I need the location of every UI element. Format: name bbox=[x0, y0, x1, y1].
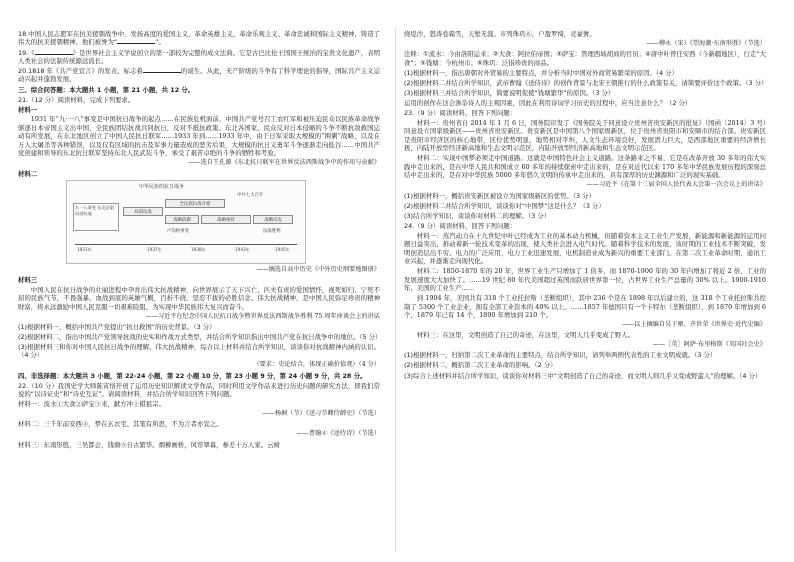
material-1-source: ——选自王孔源《东北抗日联军在世界反法西斯战争中的作用与贡献》 bbox=[188, 159, 380, 167]
answer-blank[interactable] bbox=[117, 38, 155, 44]
q23-sub-1: (1)根据材料一，概括贵安新区被设立为国家级新区的优势。（3 分） bbox=[404, 191, 595, 200]
diagram-bar: 战略防御 bbox=[165, 215, 199, 224]
diagram-tick: 1931年 bbox=[77, 246, 92, 252]
question-21: 21.（12 分）阅读材料，完成下列要求。 bbox=[18, 95, 135, 104]
q24-sub-3: (3)综合上述材料并结合所学知识，谈谈你对材料三中“文明创造了自己的奇迹，而文明人则几乎又变成野蛮人”的理解。（4 分） bbox=[404, 371, 762, 380]
material-3-source: ——习近平在纪念中国人民抗日战争暨世界反法西斯战争胜利 75 周年座谈会上的讲话 bbox=[145, 312, 380, 320]
question-23: 23.（9 分）阅读材料，回答下列问题： bbox=[404, 108, 517, 117]
column-divider bbox=[395, 28, 396, 552]
war-timeline-diagram bbox=[66, 180, 306, 264]
q22-material-1: 材料一：流水①大食②萨宝③来，献方冲上棋祖宗。 bbox=[18, 400, 165, 409]
diagram-bar: 局部抗战 bbox=[123, 207, 163, 216]
q22-notes: 注释：①流水：今由洛阳运来；②大食：阿拉伯帝国；③萨宝：管理西域胡商的官员；④唐中叶曾任安西（今新疆地区），行走“大食”；⑤钱塘：今杭州市；⑥珠玑：泛指珍贵的商品。 bbox=[404, 50, 766, 67]
q24-material-2-source: ——以上摘编自吴于廑、齐世荣《世界史·近代史编》 bbox=[621, 321, 766, 329]
q22-sub-3-cont: 运用的创作在这会渗杂诗人的主观因素，因此在利用诗词学习历史的过程中，应当注意什么？（2 分） bbox=[404, 98, 692, 107]
diagram-bar: 全民族抗战开始 bbox=[165, 199, 225, 208]
question-22: 22.（10 分）我国史学大师陈寅恪开创了运用历史知识解读文学作品，同时利用文学作品来进行历史问题的研究方法，即我们常说的“以诗证史”和“诗史互证”。请阅读材料，并结合所学知识回答下列问题。 bbox=[18, 381, 380, 399]
right-column bbox=[404, 30, 766, 382]
q22-material-2-source: ——曹翰④《送侍诗》（节选） bbox=[296, 430, 380, 438]
q24-material-1: 材料一：蒸汽动力在十九世纪中叶已经成为工业的基本动力机械，但随着资本主义工业生产发展，新能源和新能源的运用问题日益突出，推动着新一轮技术变革的出现，使人类社会进入电气时代。随着科学技术的发展，该时期的工业技术不断突破，发明创造层出不穷。电力的广泛应用，电力工业迅速发展，电机制造业成为新兴的重要工业部门。在第二次工业革命时期，通讯工业兴起，并逐渐走向现代化。 bbox=[404, 231, 766, 266]
left-column bbox=[18, 30, 380, 451]
material-3-label: 材料三 bbox=[18, 276, 38, 285]
q24-material-3-source: ——［英］阿萨·布里格斯《英国社会史》 bbox=[652, 341, 766, 349]
q23-material-1: 材料一：贵州省自 2014 年 1 月 6 日，国务院印发了《国务院关于同意设立贵州省贵安新区的批复》（国函〔2014〕3 号）同意设立国家级新区——贵州省贵安新区。贵安新区是中国第八个国家级新区，位于贵州省贵阳市和安顺市的结合部。贵安新区是贵阳市经济区的核心地带，区位优势明显，地势相对平坦，人文生态环境良好，发展潜力巨大，是西部地区重要的经济增长极，内陆开放型经济新高地和生态文明示范区，内陆开放型经济新高地和生态文明示范区。 bbox=[404, 118, 766, 153]
material-1-label: 材料一 bbox=[18, 106, 38, 114]
diagram-tag: 抗战胜利 bbox=[263, 228, 281, 234]
q22-material-3-source: ——柳永（宋）《望海潮·东南形胜》（节选） bbox=[646, 40, 766, 48]
q22-material-1-source: ——杨炯（节）《送刁节卿侍御史》（节选） bbox=[262, 410, 380, 418]
question-20: 20.1818 年《共产党宣言》的发表，标志着 的诞生。从此，无产阶级的斗争有了科学理论的指导，国际共产主义运动兴起并蓬勃发展。 bbox=[18, 67, 380, 84]
material-2-source: ——摘选自高中历史《中外历史纲要地图册》 bbox=[256, 265, 380, 273]
q24-sub-2: (2)根据材料二，概括第二次工业革命的影响。（2 分） bbox=[404, 361, 557, 370]
diagram-title: 中华民族的抗日战争 bbox=[139, 183, 185, 190]
diagram-tick: 1938年 bbox=[191, 246, 206, 252]
question-19: 19.《 》是世界社会主义学说创立的第一部较为完整的成文法典。它是古巴比伦王国国王统治的宝贵文化遗产，表明人类社会的法制传统源远流长。 bbox=[18, 48, 381, 65]
q22-material-2: 材料二：三千年前安西④，梦在玄衣宅。其笔有所思，不为言者亦宣之。 bbox=[18, 420, 223, 429]
answer-blank[interactable] bbox=[35, 49, 73, 55]
q23-material-2: 材料二：实现中国梦必须走中国道路。这就是中国特色社会主义道路。这条路来之不易，它是在改革开放 30 多年的伟大实践中走出来的，是在中华人民共和国成立 60 多年的持续探索中走出来的，是在对近代以来 170 多年中华民族发展历程的深刻总结中走出来的，是在对中华民族 5000 多年悠久文明的传承中走出来的，具有深厚的历史渊源和广泛的现实基础。 bbox=[404, 154, 766, 180]
question-18: 18.中国人民志愿军在抗美援朝战争中，发扬高度的爱国主义、革命英雄主义、革命乐观主义、革命忠诚和国际主义精神，铸造了伟大的抗美援朝精神。他们被誉为“ ”。 bbox=[18, 30, 380, 47]
q22-sub-1: (1)根据材料一，指出唐朝对外贸易的主要特点，并分析当时中国对外商贸易繁荣的原因。（4 分） bbox=[404, 68, 678, 77]
diagram-bar: 战略相持 bbox=[201, 215, 251, 224]
diagram-tick: 1937年 bbox=[147, 246, 162, 252]
q24-material-2: 材料二：1850-1870 年的 20 年，世界工业生产只增加了 1 倍多，而 1870-1900 年的 30 年内增加了将近 2 倍，工业的发展速度大大加快了。……19 世纪 80 年代美国超过英国而跃居世界第一位，占世界工业生产总量的 30% 以上。1900-1910 年，美国的工业生产…… bbox=[404, 267, 766, 293]
q22-sub-2: (2)根据材料二并结合所学知识，武帝曹翰《送侍诗》的创作背景与北宋王朝推行的什么政策有关，请简要评价这个政策。（3 分） bbox=[404, 78, 768, 87]
section-4-heading: 四、非选择题：本大题共 3 小题，第 22-24 小题，第 22 小题 10 分，第 23 小题 9 分，第 24 小题 9 分，共 28 分。 bbox=[18, 371, 367, 380]
sub-question-3-note: （要求：史论结合，体现正确价值观）（4 分） bbox=[253, 361, 380, 369]
diagram-tag: 卢沟桥事变 bbox=[167, 228, 189, 234]
q24-sub-1: (1)根据材料一，归纳第二次工业革命的主要特点，结合所学知识，请列举两例代表性的工业文明成就。（3 分） bbox=[404, 351, 717, 360]
q22-material-3: 材料三：东南形胜，三吴都会，钱塘⑤自古繁华。烟柳画桥，风帘翠幕，参差十万人家。云树 bbox=[18, 440, 281, 449]
sub-question-2: (2)根据材料二，指出中国共产党领导抗战的史实和作战方式类型，并结合所学知识指出中国共产党在抗日战争中的地位。（5 分） bbox=[18, 332, 382, 341]
diagram-tag: 中共七大召开 bbox=[237, 192, 264, 198]
q24-material-2-cont: 到 1904 年，美国共有 318 个工业托拉斯（垄断组织），其中 236 个是在 1898 年以后建立的，这 318 个工业托拉斯共控制了 5300 个工业企业，拥有全部工业资本的 40% 以上。……1857 年德国只有一个卡特尔（垄断组织），到 1870 年增加到 6 个，1879 年已有 14 个，1890 年增加到 210 个。 bbox=[404, 294, 766, 319]
q23-sub-3: (3)结合所学知识，谈谈你对材料二的理解。（3 分） bbox=[404, 211, 551, 220]
sub-question-3: (3)根据材料三和你对中国人民抗日战争的理解、伟大抗战精神，综合以上材料并结合所学知识，谈谈你对抗战精神内涵的认识。（4 分） bbox=[18, 342, 380, 360]
question-24: 24.（9 分）阅读材料，回答下列问题： bbox=[404, 221, 517, 230]
q23-material-2-source: ——习近平《在第十二届全国人民代表大会第一次会议上的讲话》 bbox=[586, 181, 766, 189]
answer-blank[interactable] bbox=[143, 67, 181, 73]
diagram-tick: 1943年 bbox=[235, 246, 250, 252]
material-3-text: 中国人民在抗日战争的壮丽进程中孕育出伟大抗战精神，向世界展示了天下兴亡、匹夫有责的爱国情怀，视死如归、宁死不屈的民族气节，不畏强暴、血战到底的英雄气概，百折不挠、坚忍不拔的必胜信念。伟大抗战精神，是中国人民弥足珍贵的精神财富，将永远激励中国人民克服一切艰难险阻、为实现中华民族伟大复兴而奋斗。 bbox=[18, 285, 380, 311]
section-3-heading: 三、综合问答题：本大题共 1 小题，第 21 小题，共 12 分。 bbox=[18, 85, 195, 94]
q24-material-3: 材料三：在这里，文明创造了自己的奇迹，在这里，文明人几乎变成了野人。 bbox=[416, 331, 635, 340]
diagram-axis bbox=[75, 244, 297, 245]
diagram-bar: 战略反攻 bbox=[253, 215, 293, 224]
q22-material-3-cont: 绕堤沙，怒涛卷霜雪，天堑无涯。市列珠玑⑥，户盈罗绮，竞豪奢。 bbox=[404, 30, 596, 38]
diagram-tick: 1945年 bbox=[275, 246, 290, 252]
q23-sub-2: (2)根据材料二并结合所学知识，谈谈你对“中国梦”这是什么？（3 分） bbox=[404, 201, 605, 210]
material-2-label: 材料二 bbox=[18, 169, 38, 178]
diagram-left-box: 九一八事变 东北沦陷 局部抗战 bbox=[73, 203, 119, 231]
material-1-text: 1931 年“九·一八”事变是中国抗日战争的起点……在民族危机面前，中国共产党号召工农红军和被压迫民众以民族革命战争驱逐日本帝国主义出中国，全民族团结抗战共同抗日，反对不抵抗政策。东北各国家、民众反对日本侵略的斗争不断抗敌救国运动有所发展，在东北地区创立了中国人民抗日联军……1933 年到……1933 年中，由于日军采取大规模的“围剿”战略，以及在万人大屠杀等各种错误，以及仅有区域的抗击及军事力量造成的恶劣后果，大规模的抗日义勇军斗争逐渐走向低谷……中国共产党创建和领导的东北抗日联军坚持东北人民武装斗争，承受了艰苦卓绝的斗争的牺牲和考验。 bbox=[18, 115, 380, 158]
q22-sub-3: (3)根据材料三并结合所学知识，简要说明促使“钱塘繁华”的原因。（3 分） bbox=[404, 88, 615, 97]
sub-question-1: (1)根据材料一，概括中国共产党提出“抗日救国”的历史背景。（3 分） bbox=[18, 322, 216, 331]
